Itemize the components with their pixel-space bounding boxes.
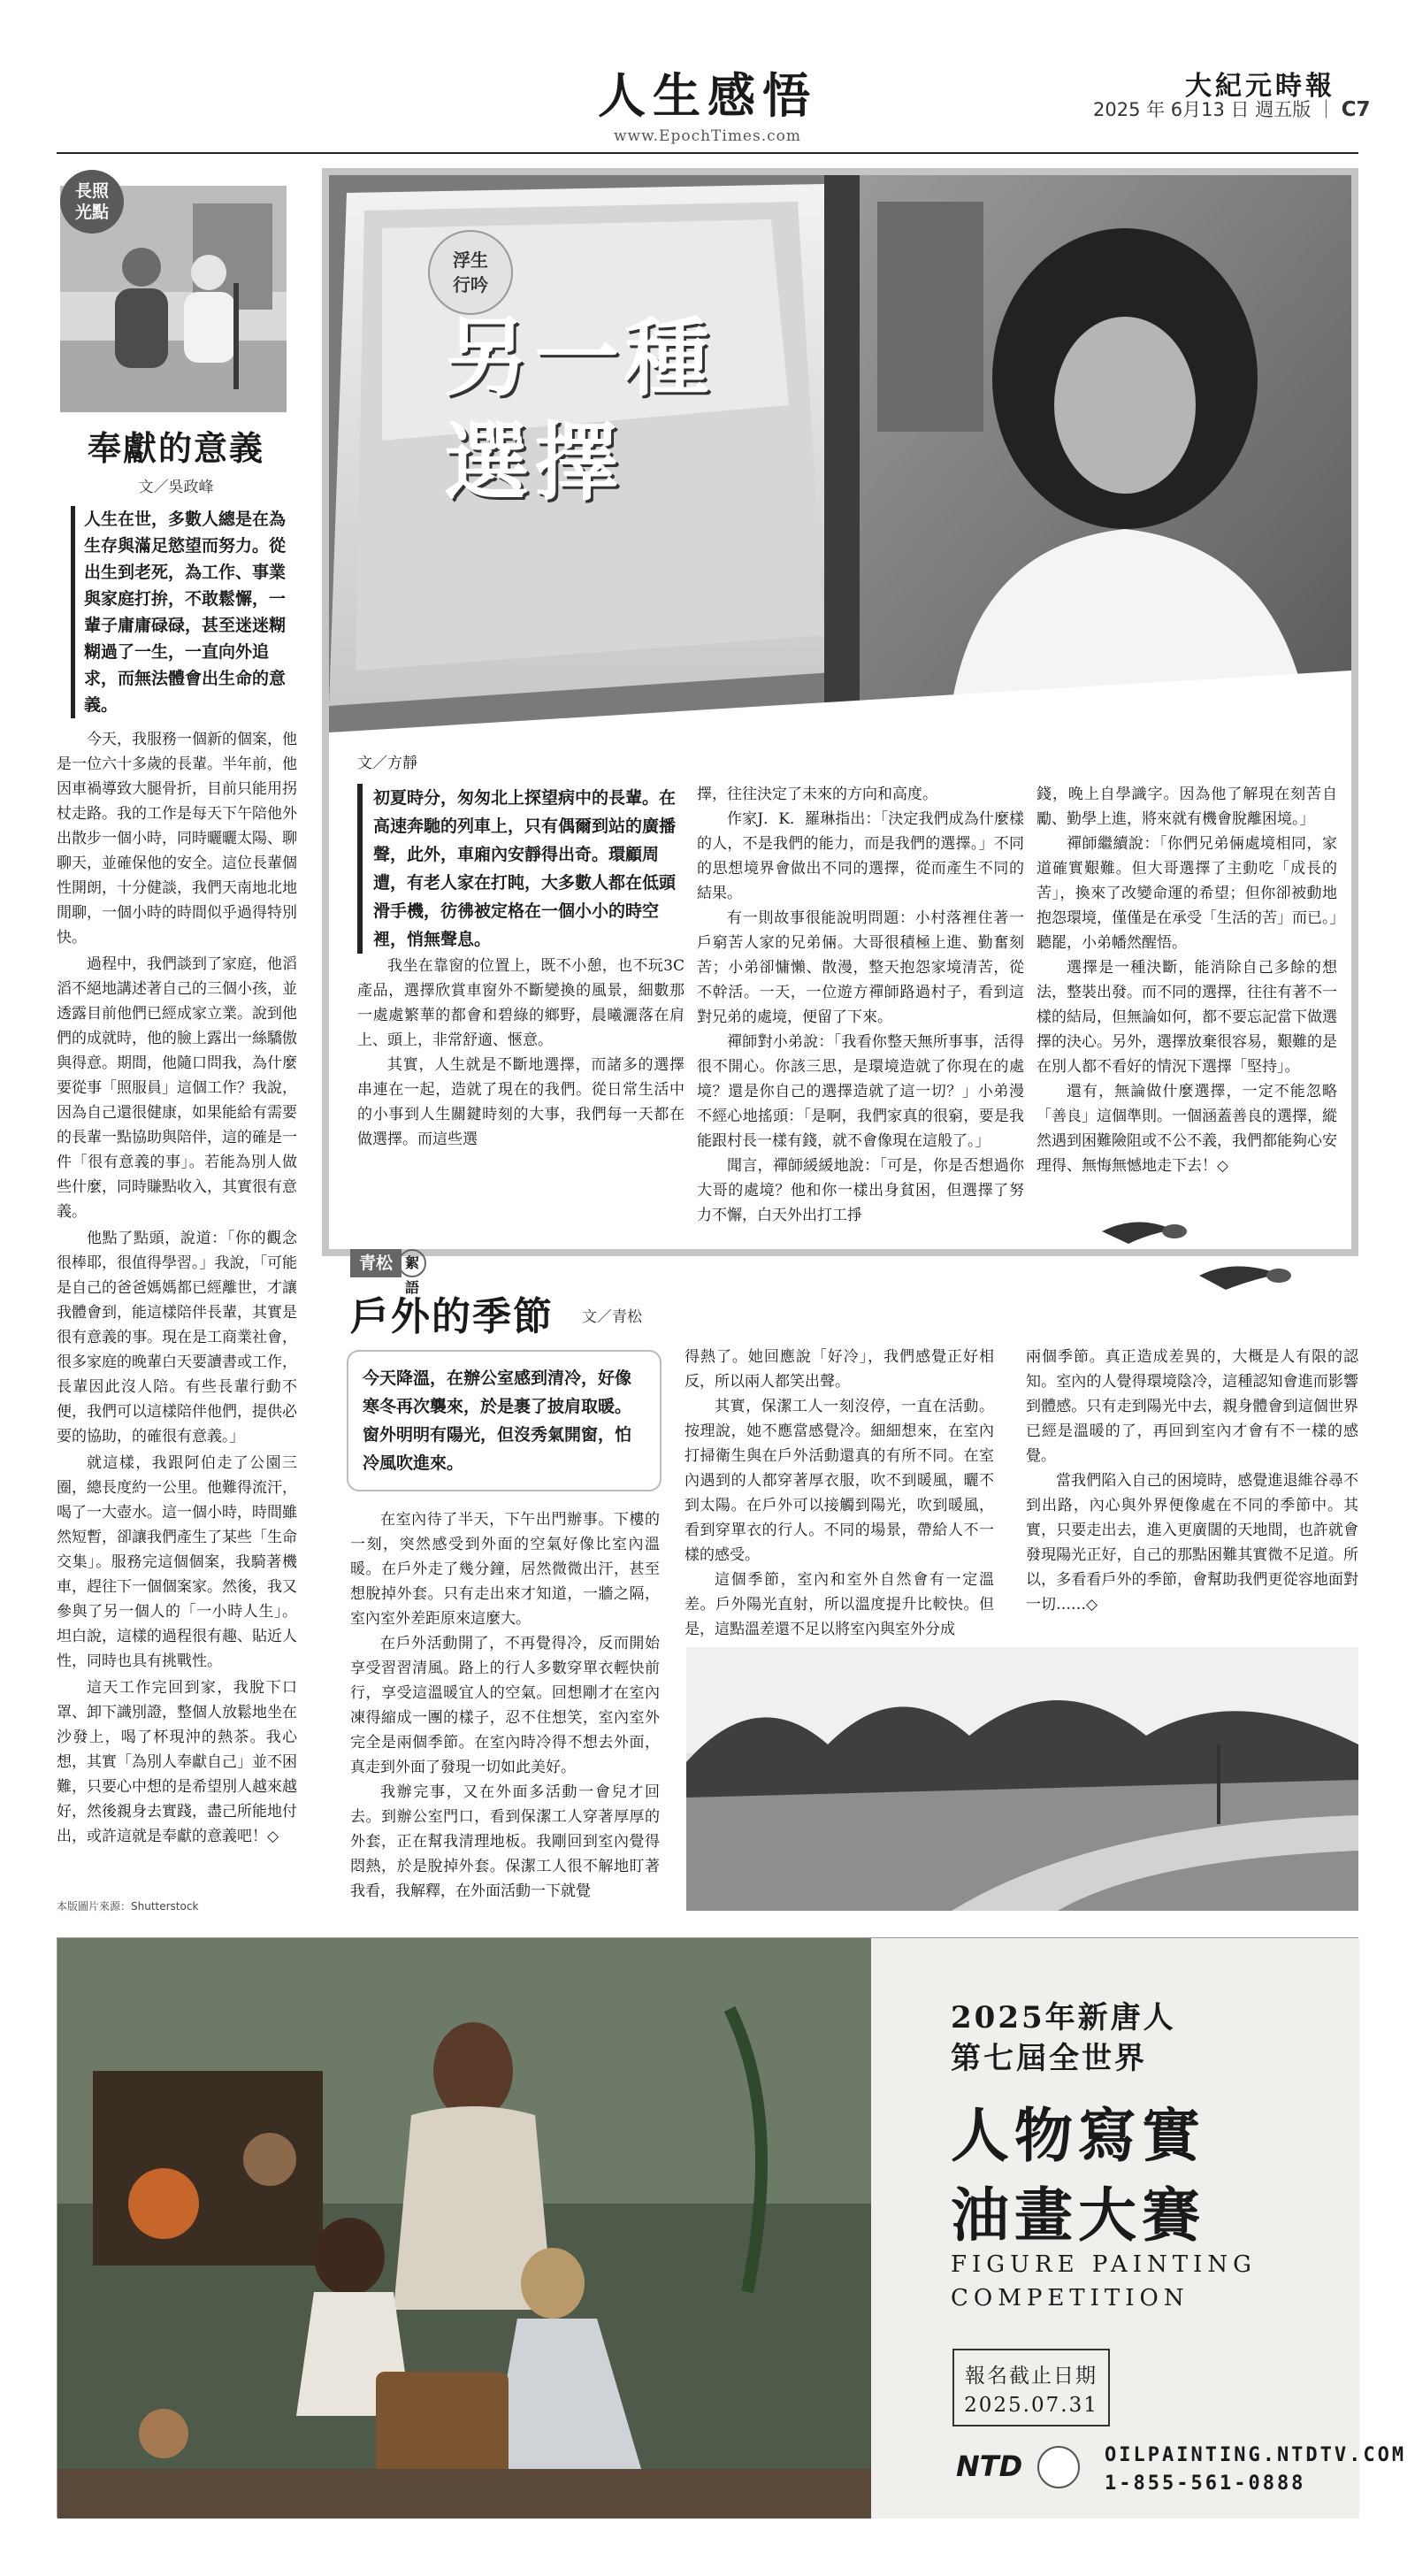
ad-english-2: COMPETITION: [951, 2285, 1189, 2312]
issue-date: [1093, 96, 1370, 122]
feature-intro: 初夏時分，匆匆北上探望病中的長輩。在高速奔馳的列車上，只有偶爾到站的廣播聲，此外，車廂內安靜得出奇。環顧周遭，有老人家在打盹，大多數人都在低頭滑手機，彷彿被定格在一個小小的時空裡，悄無聲息。: [357, 784, 685, 954]
date-text: 2025 年 6月13 日 週五版 ｜: [1093, 99, 1335, 120]
site-url: www.EpochTimes.com: [614, 127, 801, 145]
paragraph: 就這樣，我跟阿伯走了公園三圈，總長度約一公里。他難得流汗，喝了一大壺水。這一個小時，時間雖然短暫，卻讓我們產生了某些「生命交集」。服務完這個個案，我騎著機車，趕往下一個個案家。然後，我又參與了另一個人的「一小時人生」。坦白說，這樣的過程很有趣、貼近人性，同時也具有挑戰性。: [57, 1454, 297, 1670]
ad-deadline-label: 報名截止日期: [965, 2365, 1098, 2388]
ad-line-2: 第七屆全世界: [951, 2041, 1147, 2076]
paragraph: 過程中，我們談到了家庭，他滔滔不絕地講述著自己的三個小孩，並透露目前他們已經成家立業。說到他們的成就時，他的臉上露出一絲驕傲與得意。期間，他隨口問我，為什麼要從事「照服員」這個工作？我說，因為自己還很健康，如果能給有需要的長輩一點協助與陪伴，這的確是一件「很有意義的事」。若能為別人做些什麼，同時賺點收入，其實很有意義。: [57, 955, 297, 1221]
feature-article: [322, 168, 1358, 1256]
second-column-3: [1026, 1345, 1358, 1617]
paragraph: 擇，往往決定了未來的方向和高度。: [697, 786, 937, 803]
birds-illustration: [1093, 1205, 1305, 1311]
paragraph: 聞言，禪師緩緩地說：「可是，你是否想過你大哥的處境？他和你一樣出身貧困，但選擇了努力不懈，白天外出打工掙: [697, 1157, 1024, 1224]
ad-deadline-box: [952, 2349, 1110, 2426]
feature-column-2: [697, 782, 1024, 1228]
paragraph: 禪師對小弟說：「我看你整天無所事事，活得很不開心。你該三思，是環境造就了你現在的處境？還是你自己的選擇造就了這一切？」小弟漫不經心地搖頭：「是啊，我們家真的很窮，要是我能跟村長一樣有錢，就不會像現在這般了。」: [697, 1033, 1024, 1150]
paragraph: 還有，無論做什麼選擇，一定不能忽略「善良」這個準則。一個涵蓋善良的選擇，縱然遇到困難險阻或不公不義，我們都能夠心安理得、無悔無憾地走下去！◇: [1036, 1083, 1337, 1175]
paragraph: 今天，我服務一個新的個案，他是一位六十多歲的長輩。半年前，他因車禍導致大腿骨折，目前只能用拐杖走路。我的工作是每天下午陪他外出散步一個小時，同時曬曬太陽、聊聊天，並確保他的安全。這位長輩個性開朗，十分健談，我們天南地北地閒聊，一個小時的時間似乎過得特別快。: [57, 731, 297, 947]
column-tag-line1: 浮生: [453, 249, 488, 271]
paragraph: 其實，人生就是不斷地選擇，而諸多的選擇串連在一起，造就了現在的我們。從日常生活中的小事到人生關鍵時刻的大事，我們每一天都在做選擇。而這些選: [357, 1056, 685, 1148]
column-badge-line2: 光點: [74, 203, 109, 222]
ad-painting-illustration: [57, 1938, 871, 2518]
ntd-logo: NTD: [956, 2450, 1023, 2483]
paragraph: 作家J．K．羅琳指出：「決定我們成為什麼樣的人，不是我們的能力，而是我們的選擇。」不同的思想境界會做出不同的選擇，從而產生不同的結果。: [697, 810, 1024, 902]
paragraph: 這天工作完回到家，我脫下口罩、卸下識別證，整個人放鬆地坐在沙發上，喝了杯現沖的熱茶。我心想，其實「為別人奉獻自己」並不困難，只要心中想的是希望別人越來越好，然後親身去實踐，盡己所能地付出，或許這就是奉獻的意義吧！◇: [57, 1679, 297, 1845]
photo-credit: 本版圖片來源：Shutterstock: [57, 1900, 199, 1913]
left-article-title: 奉獻的意義: [87, 428, 264, 468]
second-column-tag-suffix: 絮語: [398, 1249, 426, 1277]
feature-author: 文／方靜: [357, 755, 417, 772]
ad-english-1: FIGURE PAINTING: [951, 2251, 1257, 2278]
page-number: C7: [1341, 98, 1371, 121]
paragraph: 選擇是一種決斷，能消除自己多餘的想法，整裝出發。而不同的選擇，往往有著不一樣的結局，但無論如何，都不要忘記當下做選擇的決心。另外，選擇放棄很容易，艱難的是在別人都不看好的情況下選擇「堅持」。: [1036, 959, 1337, 1076]
left-article-body: [57, 727, 297, 1851]
second-column-1: [350, 1507, 660, 1904]
feature-title-line2: 選擇: [444, 413, 624, 512]
ad-phone: 1-855-561-0888: [1105, 2472, 1306, 2495]
second-article-title: 戶外的季節: [350, 1294, 554, 1339]
left-article-author: 文／吳政峰: [138, 479, 214, 496]
paper-name: 大紀元時報: [1185, 71, 1335, 102]
feature-column-tag: [428, 230, 513, 315]
park-photo: [686, 1647, 1358, 1911]
ad-painting-photo: [57, 1938, 871, 2518]
column-tag-line2: 行吟: [453, 274, 488, 295]
feature-title-line1: 另一種: [444, 309, 715, 408]
ad-text-panel: [871, 1938, 1407, 2518]
paragraph: 他點了點頭，說道：「你的觀念很棒耶，很值得學習。」我說，「可能是自己的爸爸媽媽都已經離世，才讓我體會到，能這樣陪伴長輩，其實是很有意義的事。現在是工商業社會，很多家庭的晚輩白天要讀書或工作，長輩因此沒人陪。有些長輩行動不便，我們可以這樣陪伴他們，提供必要的協助，的確很有意義。」: [57, 1230, 297, 1445]
second-article-author: 文／青松: [582, 1308, 642, 1326]
second-article-intro: 今天降溫，在辦公室感到清冷，好像寒冬再次襲來，於是裹了披肩取暖。窗外明明有陽光，但沒秀氣開窗，怕冷風吹進來。: [347, 1350, 662, 1491]
feature-title: [444, 306, 715, 515]
ntd-emblem-icon: [1037, 2446, 1080, 2488]
paragraph: 其實，保潔工人一刻沒停，一直在活動。按理說，她不應當感覺冷。細細想來，在室內打掃衛生與在戶外活動還真的有所不同。在室內遇到的人都穿著厚衣服，吹不到暖風，曬不到太陽。在戶外可以接觸到陽光，吹到暖風，看到穿單衣的行人。不同的場景，帶給人不一樣的感受。: [685, 1398, 994, 1564]
column-badge-line1: 長照: [74, 181, 109, 201]
left-article-intro: 人生在世，多數人總是在為生存與滿足慾望而努力。從出生到老死，為工作、事業與家庭打拚，不敢鬆懈，一輩子庸庸碌碌，甚至迷迷糊糊過了一生，一直向外追求，而無法體會出生命的意義。: [71, 506, 294, 718]
section-title: 人生感悟: [598, 67, 817, 124]
paragraph: 錢，晚上自學識字。因為他了解現在刻苦自勵、勤學上進，將來就有機會脫離困境。」: [1036, 786, 1337, 828]
paragraph: 我辦完事，又在外面多活動一會兒才回去。到辦公室門口，看到保潔工人穿著厚厚的外套，正在幫我清理地板。我剛回到室內覺得悶熱，於是脫掉外套。保潔工人很不解地盯著我看，我解釋，在外面活動一下就覺: [350, 1783, 660, 1900]
paragraph: 這個季節，室內和室外自然會有一定溫差。戶外陽光直射，所以溫度提升比較快。但是，這點溫差還不足以將室內與室外分成: [685, 1571, 994, 1638]
second-column-2: [685, 1345, 994, 1642]
paragraph: 當我們陷入自己的困境時，感覺進退維谷尋不到出路，內心與外界便像處在不同的季節中。其實，只要走出去，進入更廣闊的天地間，也許就會發現陽光正好，自己的那點困難其實微不足道。所以，多看看戶外的季節，會幫助我們更從容地面對一切……◇: [1026, 1472, 1358, 1614]
paragraph: 我坐在靠窗的位置上，既不小憩，也不玩3C產品，選擇欣賞車窗外不斷變換的風景，細數那一處處繁華的都會和碧綠的鄉野，晨曦灑落在肩上、頭上，非常舒適、愜意。: [357, 957, 685, 1049]
ad-website[interactable]: OILPAINTING.NTDTV.COM: [1105, 2444, 1407, 2466]
park-illustration: [686, 1647, 1358, 1911]
ad-deadline-date: 2025.07.31: [964, 2394, 1098, 2417]
header-rule: [57, 152, 1358, 154]
paragraph: 在戶外活動開了，不再覺得冷，反而開始享受習習清風。路上的行人多數穿單衣輕快前行，享受這溫暖宜人的空氣。回想剛才在室內凍得縮成一團的樣子，忍不住想笑，室內室外完全是兩個季節。在室內時冷得不想去外面，真走到外面了發現一切如此美好。: [350, 1635, 660, 1776]
paragraph: 在室內待了半天，下午出門辦事。下樓的一刻，突然感受到外面的空氣好像比室內溫暖。在戶外走了幾分鐘，居然微微出汗，甚至想脫掉外套。只有走出來才知道，一牆之隔，室內室外差距原來這麼大。: [350, 1511, 660, 1628]
painting-competition-ad: [57, 1937, 1407, 2518]
feature-column-1: [357, 954, 685, 1152]
second-column-tag: 青松: [350, 1249, 402, 1277]
ad-headline-2: 油畫大賽: [951, 2181, 1205, 2250]
feature-column-3: [1036, 782, 1337, 1178]
ad-line-1: 2025年新唐人: [951, 2000, 1176, 2036]
paragraph: 有一則故事很能說明問題：小村落裡住著一戶窮苦人家的兄弟倆。大哥很積極上進、勤奮刻苦；小弟卻慵懶、散漫，整天抱怨家境清苦，從不幹活。一天，一位遊方禪師路過村子，看到這對兄弟的處境，便留了下來。: [697, 909, 1024, 1026]
ad-headline-1: 人物寫實: [951, 2101, 1205, 2170]
column-badge: [60, 170, 124, 234]
paragraph: 兩個季節。真正造成差異的，大概是人有限的認知。室內的人覺得環境陰冷，這種認知會進而影響到體感。只有走到陽光中去，親身體會到這個世界已經是溫暖的了，再回到室內才會有不一樣的感覺。: [1026, 1348, 1358, 1465]
paragraph: 得熱了。她回應說「好冷」，我們感覺正好相反，所以兩人都笑出聲。: [685, 1348, 994, 1391]
paragraph: 禪師繼續說：「你們兄弟倆處境相同，家道確實艱難。但大哥選擇了主動吃「成長的苦」，換來了改變命運的希望；但你卻被動地抱怨環境，僅僅是在承受「生活的苦」而已。」聽罷，小弟幡然醒悟。: [1036, 835, 1337, 952]
